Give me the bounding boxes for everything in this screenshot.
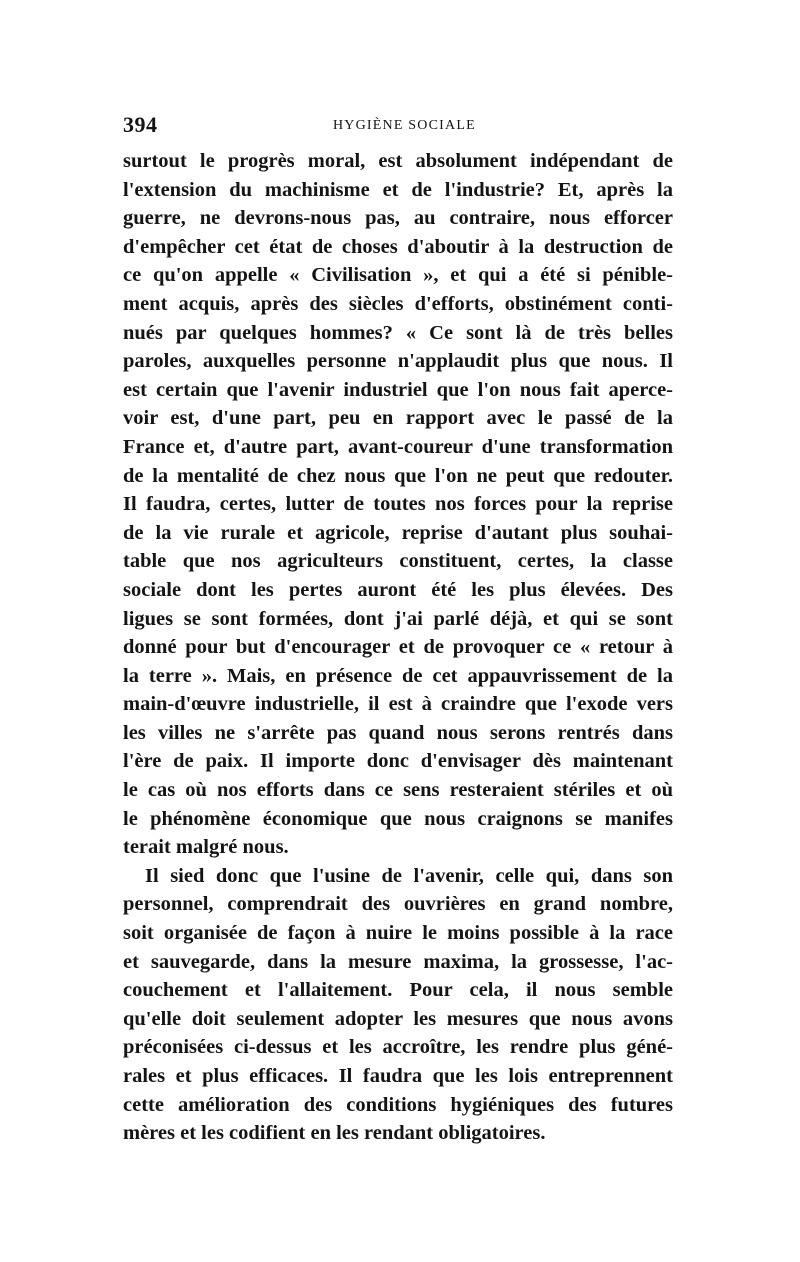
paragraph xyxy=(123,147,673,862)
text-line: cette amélioration des conditions hygiéniques des futures xyxy=(123,1093,673,1116)
text-line: personnel, comprendrait des ouvrières en grand nombre, xyxy=(123,893,673,916)
text-line: le phénomène économique que nous craignons se manifes xyxy=(123,807,673,830)
text-line: la terre ». Mais, en présence de cet appauvrissement de la xyxy=(123,664,673,687)
text-line: de la vie rurale et agricole, reprise d'autant plus souhai- xyxy=(123,521,673,544)
text-line: Il faudra, certes, lutter de toutes nos forces pour la reprise xyxy=(123,493,673,516)
text-line: les villes ne s'arrête pas quand nous serons rentrés dans xyxy=(123,721,673,744)
text-line: nués par quelques hommes? « Ce sont là de très belles xyxy=(123,321,673,344)
text-line: est certain que l'avenir industriel que l'on nous fait aperce- xyxy=(123,378,673,401)
text-line: de la mentalité de chez nous que l'on ne peut que redouter. xyxy=(123,464,673,487)
text-line: terait malgré nous. xyxy=(123,836,289,859)
text-line: d'empêcher cet état de choses d'aboutir à la destruction de xyxy=(123,235,673,258)
text-line: donné pour but d'encourager et de provoquer ce « retour à xyxy=(123,636,673,659)
page-header xyxy=(123,112,673,142)
text-line: soit organisée de façon à nuire le moins possible à la race xyxy=(123,922,673,945)
text-line: le cas où nos efforts dans ce sens resteraient stériles et où xyxy=(123,779,673,802)
text-line: qu'elle doit seulement adopter les mesures que nous avons xyxy=(123,1007,673,1030)
text-line: table que nos agriculteurs constituent, certes, la classe xyxy=(123,550,673,573)
text-line: France et, d'autre part, avant-coureur d'une transformation xyxy=(123,435,673,458)
text-line: main-d'œuvre industrielle, il est à craindre que l'exode vers xyxy=(123,693,673,716)
text-line: ment acquis, après des siècles d'efforts, obstinément conti- xyxy=(123,292,673,315)
text-line: sociale dont les pertes auront été les plus élevées. Des xyxy=(123,578,673,601)
text-line: couchement et l'allaitement. Pour cela, il nous semble xyxy=(123,979,673,1002)
text-line: ce qu'on appelle « Civilisation », et qui a été si pénible- xyxy=(123,264,673,287)
text-line: rales et plus efficaces. Il faudra que les lois entreprennent xyxy=(123,1065,673,1087)
page-number: 394 xyxy=(123,112,158,137)
text-line: voir est, d'une part, peu en rapport avec le passé de la xyxy=(123,407,673,430)
text-line: préconisées ci-dessus et les accroître, les rendre plus géné- xyxy=(123,1036,673,1059)
text-line: l'ère de paix. Il importe donc d'envisager dès maintenant xyxy=(123,750,673,773)
body-text xyxy=(123,147,673,1148)
running-title: HYGIÈNE SOCIALE xyxy=(333,118,476,133)
text-line: Il sied donc que l'usine de l'avenir, celle qui, dans son xyxy=(145,864,673,887)
paragraph xyxy=(123,862,673,1148)
text-line: ligues se sont formées, dont j'ai parlé déjà, et qui se sont xyxy=(123,607,673,630)
text-line: mères et les codifient en les rendant obligatoires. xyxy=(123,1122,546,1145)
text-line: guerre, ne devrons-nous pas, au contraire, nous efforcer xyxy=(123,207,673,230)
text-line: paroles, auxquelles personne n'applaudit plus que nous. Il xyxy=(123,350,673,373)
text-line: surtout le progrès moral, est absolument indépendant de xyxy=(123,150,673,172)
text-line: l'extension du machinisme et de l'industrie? Et, après la xyxy=(123,178,673,201)
text-line: et sauvegarde, dans la mesure maxima, la grossesse, l'ac- xyxy=(123,950,673,973)
